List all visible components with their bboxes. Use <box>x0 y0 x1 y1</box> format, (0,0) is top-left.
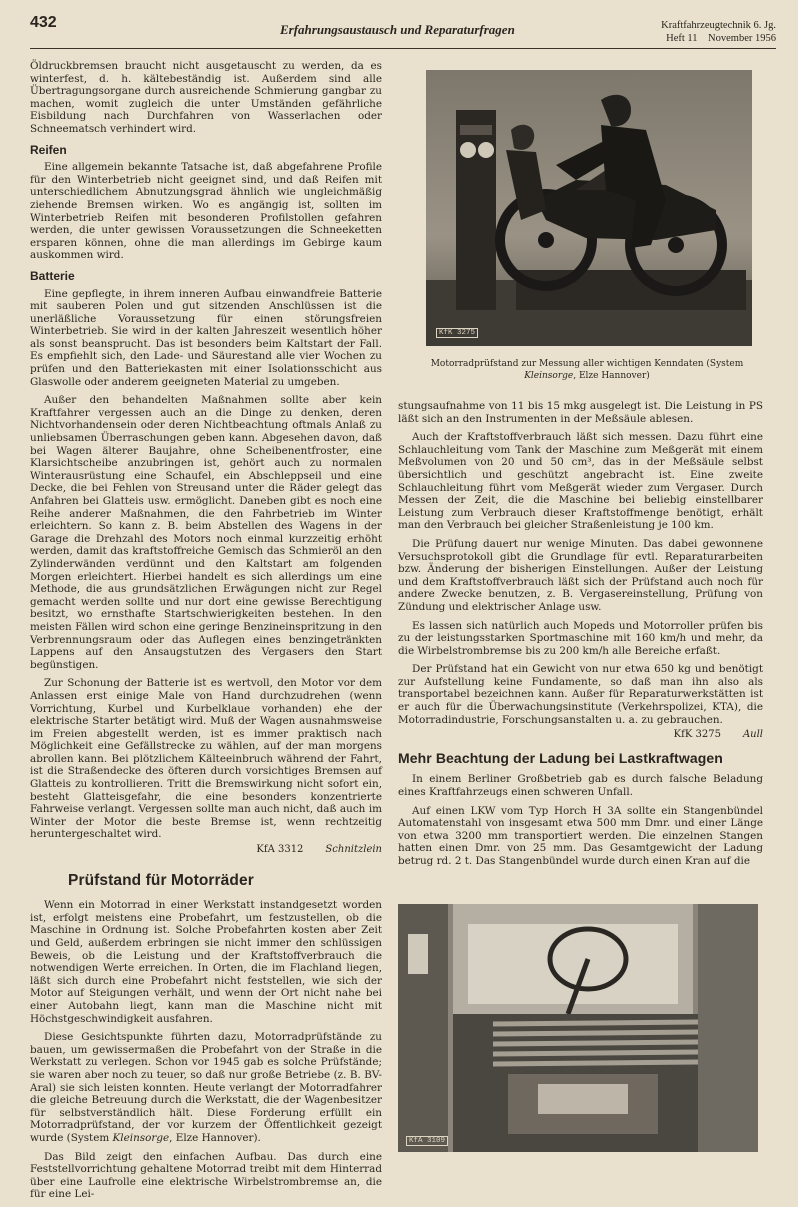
text-run: Diese Gesichtspunkte führten dazu, Motorradprüfstände zu bauen, um gewissermaßen die Probefahrt von der Straße in die Werkstatt zu verlegen. Schon vor 1945 gab es solche Prüfstände; sie waren aber noch zu teuer, so daß nur große Betriebe (z. B. BV-Aral) sie sich leisten konnten. Heute verlangt der Motorradfahrer die gleiche Betreuung durch die Werkstatt, die der Wagenbesitzer für selbstverständlich hält. Diese Forderung erfüllt ein Motorradprüfstand, der vor kurzem der Öffentlichkeit gezeigt wurde (System <box>30 1031 382 1144</box>
signature <box>398 729 763 742</box>
left-column <box>30 60 382 1207</box>
truck-photo-illustration <box>398 904 758 1152</box>
paragraph: Der Prüfstand hat ein Gewicht von nur etwa 650 kg und benötigt zur Aufstellung keine Fundamente, so daß man ihn also als transportabel bezeichnen kann. Außer für Reparaturwerkstätten ist er auch für die Überwachungsinstitute (Verkehrspolizei, KTA), die Motorradindustrie, Forschungsanstalten u. a. zu gebrauchen. <box>398 663 763 726</box>
article-title-pruefstand: Prüfstand für Motorräder <box>68 871 254 889</box>
right-column <box>398 400 763 874</box>
signature <box>30 844 382 857</box>
page-number: 432 <box>30 14 57 31</box>
paragraph: Es lassen sich natürlich auch Mopeds und Motorroller prüfen bis zu der leistungsstarken Sportmaschine mit 160 km/h und mehr, da die Wirbelstrombremse bis zu 200 km/h alle Bereiche erfaßt. <box>398 619 763 657</box>
paragraph: Die Prüfung dauert nur wenige Minuten. Das dabei gewonnene Versuchsprotokoll gibt die Grundlage für evtl. Reparaturarbeiten bzw. Änderung der bisherigen Einstellungen. Außer der Leistung und dem Kraftstoffverbrauch läßt sich der Prüfstand auch noch für andere Zwecke benutzen, z. B. Vergasereinstellung, Prüfung von Zündung und elektrischer Anlage usw. <box>398 537 763 613</box>
photo-motorcycle-dyno <box>426 70 752 346</box>
paragraph: Außer den behandelten Maßnahmen sollte aber kein Kraftfahrer vergessen auch an die Dinge zu denken, deren Nichtvorhandensein oder deren Nichtbeachtung oftmals Anlaß zu unliebsamen Überraschungen geben kann. Abgesehen davon, daß bei Wagen älterer Baujahre, ohne Scheibenentfroster, eine Klarsichtscheibe anzubringen ist, gehört auch zu normalen Winterausrüstung eine Schaufel, ein Abschleppseil und eine Decke, die bei Fehlen von Streusand unter die Räder gelegt das Anfahren bei Glatteis usw. ermöglicht. Daneben gibt es noch eine Reihe anderer Maßnahmen, die den Fahrbetrieb im Winter erleichtern. So kann z. B. beim Abstellen des Wagens in der Garage die Drehzahl des Motors noch einmal kurzzeitig erhöht werden, damit das kraftstoffreiche Gemisch das Schmieröl an den Zylinderwänden verdünnt und den Kaltstart am folgenden Morgen erleichtert. Hierbei handelt es sich allerdings um eine Methode, die aus grundsätzlichen Erwägungen nicht zur Regel gemacht werden sollte und nur dort eine gewisse Berechtigung besitzt, wo ernsthafte Startschwierigkeiten bestehen. In den meisten Fällen wird schon eine geringe Benzineinspritzung in den Verbrennungsraum oder das Auflegen eines benzingetränkten Lappens auf den Ansaugstutzen des Vergasers den Start begünstigen. <box>30 394 382 671</box>
signature-author: Aull <box>742 729 763 741</box>
issue-number: Heft 11 <box>666 33 698 44</box>
paragraph: Das Bild zeigt den einfachen Aufbau. Das durch eine Feststellvorrichtung gehaltene Motorrad treibt mit dem Hinterrad über eine Laufrolle eine elektrische Wirbelstrombremse an, die für eine Lei- <box>30 1150 382 1201</box>
signature-code: KfK 3275 <box>673 729 721 741</box>
caption-text: Motorradprüfstand zur Messung aller wichtigen Kenndaten (System <box>430 359 744 369</box>
paragraph: Auch der Kraftstoffverbrauch läßt sich messen. Dazu führt eine Schlauchleitung vom Tank der Maschine zum Meßgerät mit einem Meßvolumen von 20 und 50 cm³, das in der Meßsäule selbst übersichtlich und geschützt angebracht ist. Eine zweite Schlauchleitung führt vom Meßgerät wieder zum Vergaser. Durch Messen der Zeit, die die Maschine bei beliebig einstellbarer Leistung zum Verbrauch dieser Kraftstoffmenge benötigt, erhält man den Verbrauch bei gleicher Straßenleistung je 100 km. <box>398 431 763 532</box>
paragraph: Wenn ein Motorrad in einer Werkstatt instandgesetzt worden ist, erfolgt meistens eine Probefahrt, um festzustellen, ob die Maschine in Ordnung ist. Solche Probefahrten kosten aber Zeit und Geld, außerdem erbringen sie nicht immer den schlüssigen Beweis, ob die Leistung und der Kraftstoffverbrauch die notwendigen Werte erreichen. In Orten, die im Flachland liegen, läßt sich durch eine Probefahrt nicht feststellen, wie sich der Motor auf Steigungen verhält, und wenn der Ort nicht nahe bei einer Autobahn liegt, kann man die Maschine nicht mit Höchstgeschwindigkeit ausfahren. <box>30 899 382 1025</box>
issue-info <box>666 33 776 44</box>
section-title: Erfahrungsaustausch und Reparaturfragen <box>280 22 515 37</box>
issue-date: November 1956 <box>708 33 776 44</box>
paragraph: Auf einen LKW vom Typ Horch H 3A sollte ein Stangenbündel Automatenstahl von insgesamt etwa 500 mm Dmr. und einer Länge von etwa 3200 mm transportiert werden. Die einzelnen Stangen hatten einen Dmr. von 25 mm. Das Gesamtgewicht der Ladung betrug rd. 2 t. Das Stangenbündel wurde durch einen Kran auf die <box>398 804 763 867</box>
running-header <box>30 8 776 49</box>
signature-author: Schnitzlein <box>325 844 382 856</box>
motorcycle-photo-illustration <box>426 70 752 346</box>
paragraph <box>30 1031 382 1144</box>
caption-text-italic: Kleinsorge <box>524 371 574 381</box>
text-run-italic: Kleinsorge <box>112 1131 170 1144</box>
article-title-ladung: Mehr Beachtung der Ladung bei Lastkraftwagen <box>398 749 723 766</box>
photo-stamp: KfK 3275 <box>436 328 478 338</box>
photo-stamp: KfA 3109 <box>406 1136 448 1146</box>
figure-caption <box>404 358 770 382</box>
paragraph: In einem Berliner Großbetrieb gab es durch falsche Beladung eines Kraftfahrzeugs einen schweren Unfall. <box>398 773 763 799</box>
signature-code: KfA 3312 <box>256 844 304 856</box>
text-run: , Elze Hannover). <box>169 1131 261 1144</box>
journal-name: Kraftfahrzeugtechnik 6. Jg. <box>661 20 776 31</box>
subheading-reifen: Reifen <box>30 142 67 157</box>
subheading-batterie: Batterie <box>30 268 75 283</box>
paragraph: Eine allgemein bekannte Tatsache ist, daß abgefahrene Profile für den Winterbetrieb nicht geeignet sind, und daß Reifen mit unterschiedlichem Abnutzungsgrad ähnlich wie ungleichmäßig ziehende Bremsen wirken. Wo es angängig ist, sollten im Winterbetrieb Reifen mit besonderen Profilstollen gefahren werden, die unter gewissen Voraussetzungen die Schneeketten ersparen können, ohne die man allerdings im Gebirge kaum auskommen wird. <box>30 161 382 262</box>
paragraph: Öldruckbremsen braucht nicht ausgetauscht zu werden, da es winterfest, d. h. kältebeständig ist. Außerdem sind alle Übertragungsorgane durch ausreichende Schmierung gangbar zu machen, womit zugleich die unter Umständen gefährliche Eisbildung nach Durchfahren von Wasserlachen oder Schneematsch verhindert wird. <box>30 60 382 135</box>
paragraph: stungsaufnahme von 11 bis 15 mkg ausgelegt ist. Die Leistung in PS läßt sich an den Instrumenten in der Meßsäule ablesen. <box>398 400 763 425</box>
photo-truck-cab <box>398 904 758 1152</box>
paragraph: Zur Schonung der Batterie ist es wertvoll, den Motor vor dem Anlassen erst einige Male von Hand durchzudrehen (wenn Vorrichtung, Kurbel und Kurbelklaue vorhanden) ehe der elektrische Starter betätigt wird. Muß der Wagen ausnahmsweise im Freien abgestellt werden, ist es immer praktisch nach Möglichkeit eine Gefällstrecke zu wählen, auf der man morgens abrollen kann. Bei plötzlichem Kälteeinbruch während der Fahrt, ist die Straßendecke des öfteren durch vorsichtiges Bremsen auf Glatteis zu kontrollieren. Tritt die Bremswirkung nicht sofort ein, besteht Glatteisgefahr, die eine besonders konzentrierte Fahrweise verlangt. Vergessen sollte man auch nicht, daß auch im Winter der Motor die beste Bremse ist, wenn rechtzeitig heruntergeschaltet wird. <box>30 677 382 841</box>
paragraph: Eine gepflegte, in ihrem inneren Aufbau einwandfreie Batterie mit sauberen Polen und gut sitzenden Anschlüssen ist die unerläßliche Voraussetzung für einen störungsfreien Winterbetrieb. Sie wird in der kalten Jahreszeit wesentlich höher als sonst beansprucht. Das ist besonders beim Kaltstart der Fall. Es empfiehlt sich, den Lade- und Säurestand alle vier Wochen zu prüfen und den Batteriekasten mit einer Isolationsschicht aus Glaswolle oder anderem geeigneten Material zu umgeben. <box>30 287 382 388</box>
caption-text: , Elze Hannover) <box>573 371 650 381</box>
